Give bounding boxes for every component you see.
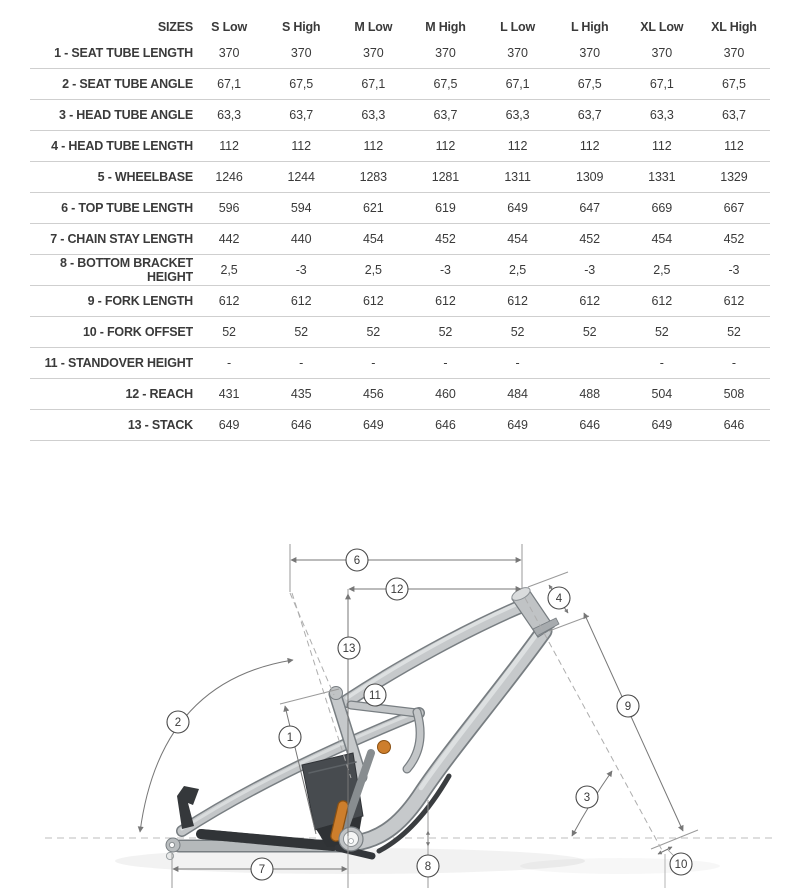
geometry-value: 669 [651, 201, 673, 215]
geometry-value: 454 [363, 232, 384, 246]
callout-10 [670, 853, 692, 875]
geometry-value: 63,7 [577, 108, 602, 122]
dim-fork-offset [658, 847, 672, 854]
geometry-value: 52 [582, 325, 597, 339]
geometry-value: 649 [218, 418, 240, 432]
geometry-value: 612 [435, 294, 456, 308]
geometry-value: 646 [290, 418, 312, 432]
geometry-value: 370 [218, 46, 240, 60]
geometry-value: 1246 [215, 170, 243, 184]
geometry-value: 52 [366, 325, 381, 339]
row-label: 1 - SEAT TUBE LENGTH [54, 46, 193, 60]
geometry-value: 52 [438, 325, 453, 339]
callout-12 [386, 578, 408, 600]
geometry-value: 52 [222, 325, 236, 339]
callout-number: 7 [258, 864, 266, 876]
geometry-value: 370 [723, 46, 745, 60]
geometry-value: -3 [439, 263, 451, 277]
geometry-value: 1283 [359, 170, 388, 184]
geometry-value: 1281 [431, 170, 460, 184]
geometry-value: 1329 [720, 170, 748, 184]
callout-2 [167, 711, 189, 733]
geometry-value: 63,3 [505, 108, 530, 122]
geometry-value: 667 [723, 201, 745, 215]
geometry-value: 67,1 [361, 77, 386, 91]
row-label: 10 - FORK OFFSET [82, 325, 193, 339]
geometry-value: 435 [290, 387, 312, 401]
size-column-header: L Low [500, 20, 535, 34]
callout-13 [338, 637, 360, 659]
geometry-value: 370 [435, 46, 456, 60]
geometry-value: 67,5 [433, 77, 458, 91]
row-label: 4 - HEAD TUBE LENGTH [51, 139, 193, 153]
geometry-value: 646 [723, 418, 745, 432]
row-label: 13 - STACK [127, 418, 193, 432]
geometry-value: - [659, 356, 664, 370]
size-column-header: L High [570, 20, 609, 34]
geometry-value: 370 [290, 46, 312, 60]
geometry-value: 484 [507, 387, 528, 401]
geometry-value: 454 [507, 232, 528, 246]
row-label: 6 - TOP TUBE LENGTH [61, 201, 193, 215]
geometry-value: 1311 [504, 170, 531, 184]
geometry-value: 2,5 [220, 263, 238, 277]
geometry-value: 112 [291, 139, 311, 153]
callout-8 [417, 855, 439, 877]
geometry-value: 112 [724, 139, 744, 153]
geometry-value: 112 [507, 139, 528, 153]
geometry-value: 2,5 [364, 263, 382, 277]
geometry-value: 431 [218, 387, 240, 401]
geometry-value: 63,3 [217, 108, 242, 122]
size-column-header: M Low [354, 20, 393, 34]
row-label: 3 - HEAD TUBE ANGLE [59, 108, 193, 122]
callout-number: 8 [424, 861, 432, 873]
geometry-value: 370 [651, 46, 673, 60]
geometry-value: 1331 [648, 170, 676, 184]
geometry-value: 67,5 [289, 77, 314, 91]
dim-fork-length [584, 613, 683, 831]
geometry-value: 646 [435, 418, 456, 432]
geometry-value: 370 [579, 46, 600, 60]
geometry-value: 67,1 [217, 77, 242, 91]
row-label: 2 - SEAT TUBE ANGLE [62, 77, 193, 91]
callout-number: 12 [390, 584, 404, 596]
geometry-value: 2,5 [653, 263, 671, 277]
geometry-value: 63,7 [721, 108, 746, 122]
geometry-value: 67,5 [721, 77, 746, 91]
row-label: 7 - CHAIN STAY LENGTH [50, 232, 193, 246]
geometry-value: 370 [363, 46, 384, 60]
row-label: 9 - FORK LENGTH [87, 294, 193, 308]
geometry-value: 52 [727, 325, 741, 339]
geometry-value: 488 [579, 387, 600, 401]
geometry-value: 52 [510, 325, 525, 339]
callout-circles [167, 549, 692, 880]
geometry-value: 452 [723, 232, 745, 246]
geometry-value: 112 [651, 139, 672, 153]
geometry-value: 508 [723, 387, 745, 401]
geometry-value: 649 [363, 418, 384, 432]
geometry-value: 460 [435, 387, 456, 401]
callout-number: 13 [342, 643, 356, 655]
callout-6 [346, 549, 368, 571]
geometry-value: - [371, 356, 376, 370]
geometry-value: 647 [579, 201, 600, 215]
geometry-value: - [443, 356, 448, 370]
size-column-header: S High [281, 20, 321, 34]
geometry-value: 612 [507, 294, 528, 308]
geometry-value: -3 [295, 263, 307, 277]
geometry-value: 649 [651, 418, 673, 432]
geometry-value: 452 [579, 232, 600, 246]
geometry-value: 646 [579, 418, 600, 432]
row-label: 5 - WHEELBASE [97, 170, 193, 184]
callout-number: 9 [624, 701, 632, 713]
geometry-value: 63,3 [361, 108, 386, 122]
geometry-value: 612 [651, 294, 673, 308]
geometry-value: 1244 [287, 170, 315, 184]
geometry-value: - [227, 356, 232, 370]
row-label: 11 - STANDOVER HEIGHT [44, 356, 193, 370]
size-column-header: XL High [711, 20, 757, 34]
callout-3 [576, 786, 598, 808]
geometry-value: 612 [290, 294, 312, 308]
callout-9 [617, 695, 639, 717]
callout-number: 11 [369, 690, 381, 702]
callout-number: 10 [674, 859, 688, 871]
geometry-value: 112 [219, 139, 239, 153]
geometry-value: -3 [584, 263, 596, 277]
size-column-header: XL Low [640, 20, 684, 34]
geometry-value: 63,3 [649, 108, 674, 122]
geometry-value: 621 [363, 201, 384, 215]
geometry-value: 612 [218, 294, 240, 308]
geometry-value: 112 [435, 139, 456, 153]
callout-number: 2 [174, 717, 182, 729]
geometry-value: 454 [651, 232, 673, 246]
geometry-value: 612 [579, 294, 600, 308]
callout-4 [548, 587, 570, 609]
geometry-value: 1309 [575, 170, 604, 184]
row-label: 8 - BOTTOM BRACKET HEIGHT [60, 256, 193, 284]
geometry-value: 112 [363, 139, 384, 153]
size-column-header: S Low [211, 20, 247, 34]
geometry-value: 649 [507, 201, 528, 215]
geometry-value: 440 [290, 232, 312, 246]
geometry-value: 504 [651, 387, 673, 401]
row-label: 12 - REACH [125, 387, 193, 401]
geometry-value: 649 [507, 418, 528, 432]
callout-11 [364, 684, 386, 706]
geometry-value: 370 [507, 46, 528, 60]
geometry-value: - [515, 356, 520, 370]
geometry-value: 456 [363, 387, 384, 401]
geometry-value: 612 [723, 294, 745, 308]
callout-number: 3 [583, 792, 591, 804]
geometry-value: - [731, 356, 736, 370]
callout-number: 4 [555, 593, 563, 605]
callout-7 [251, 858, 273, 880]
geometry-value: 612 [363, 294, 384, 308]
geometry-value: 63,7 [433, 108, 458, 122]
geometry-value: 52 [654, 325, 669, 339]
geometry-value: 452 [435, 232, 456, 246]
geometry-value: 442 [218, 232, 240, 246]
bottom-bracket [339, 827, 363, 851]
geometry-value: - [299, 356, 304, 370]
geometry-value: 112 [579, 139, 600, 153]
callout-number: 6 [353, 555, 361, 567]
geometry-value: 67,5 [577, 77, 602, 91]
callout-number: 1 [286, 732, 294, 744]
geometry-value: 594 [290, 201, 312, 215]
geometry-value: 67,1 [505, 77, 530, 91]
bike-frame [166, 585, 559, 860]
geometry-value: 619 [435, 201, 456, 215]
callout-1 [279, 726, 301, 748]
geometry-value: 63,7 [289, 108, 314, 122]
geometry-value: -3 [728, 263, 740, 277]
geometry-value: 67,1 [649, 77, 674, 91]
sizes-header: SIZES [157, 20, 193, 34]
geometry-value: 596 [218, 201, 240, 215]
geometry-value: 2,5 [509, 263, 527, 277]
size-column-header: M High [425, 20, 466, 34]
geometry-value: 52 [294, 325, 309, 339]
